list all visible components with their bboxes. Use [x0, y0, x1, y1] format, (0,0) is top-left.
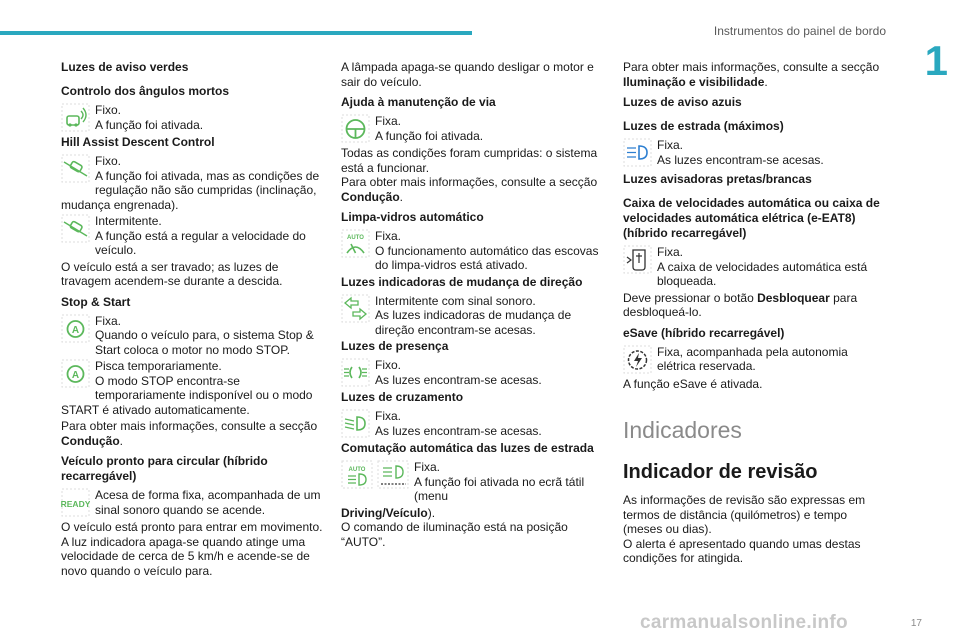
ready-icon: [61, 488, 90, 517]
watermark: carmanualsonline.info: [640, 612, 848, 633]
heading-hill-assist: Hill Assist Descent Control: [61, 135, 215, 149]
chapter-number: 1: [924, 37, 948, 84]
link-text: Condução: [341, 189, 400, 204]
column-1: [61, 60, 326, 578]
heading-lane-keeping: Ajuda à manutenção de via: [341, 95, 496, 109]
text: Todas as condições foram cumpridas: o sistema está a funcionar.: [341, 146, 598, 175]
main-beam-icon: [623, 138, 652, 167]
heading-indicators: Indicadores: [623, 417, 742, 443]
heading-auto-wipers: Limpa-vidros automático: [341, 210, 484, 224]
stop-start-icon: [61, 314, 90, 343]
text: A lâmpada apaga-se quando desligar o motor e sair do veículo.: [341, 60, 594, 89]
text: Fixa.: [657, 138, 684, 152]
auto-icon-text: AUTO: [347, 235, 364, 241]
svg-text:A: A: [71, 370, 80, 381]
text: Para obter mais informações, consulte a secção: [61, 419, 318, 433]
section-heading-black-white: Luzes avisadoras pretas/brancas: [623, 172, 812, 186]
heading-main-beam: Luzes de estrada (máximos): [623, 119, 784, 133]
heading-dipped-beam: Luzes de cruzamento: [341, 390, 464, 404]
heading-esave: eSave (híbrido recarregável): [623, 325, 785, 340]
text: ).: [427, 505, 436, 520]
text: Para obter mais informações, consulte a secção Condução.: [61, 419, 318, 448]
text: Intermitente.: [95, 214, 162, 228]
stop-start-icon: [61, 359, 90, 388]
svg-text:A: A: [71, 324, 80, 336]
text: Fixo.: [95, 103, 122, 117]
auto-high-beam-icon: [341, 460, 409, 489]
text: [341, 506, 606, 521]
header-accent-bar: [0, 31, 472, 35]
text: A função está a regular a velocidade do veículo.: [95, 228, 306, 257]
text: Intermitente com sinal sonoro.: [375, 293, 536, 308]
page-number: 17: [910, 618, 922, 629]
text: Fixa.: [375, 114, 402, 128]
ready-icon-text: READY: [61, 499, 90, 509]
text: O veículo está pronto para entrar em movimento.: [61, 520, 323, 534]
heading-service-indicator: Indicador de revisão: [623, 461, 818, 483]
text: As informações de revisão são expressas em termos de distância (quilómetros) e tempo (meses ou dias).: [623, 493, 866, 536]
esave-icon: [623, 345, 652, 374]
text: O comando de iluminação está na posição “AUTO”.: [341, 520, 568, 549]
lane-keeping-icon: [341, 114, 370, 143]
heading-gearbox: Caixa de velocidades automática ou caixa de velocidades automática elétrica (e-EAT8) (híbrido recarregável): [623, 196, 880, 240]
button-name: Desbloquear: [757, 290, 830, 305]
text: As luzes encontram-se acesas.: [375, 423, 542, 438]
link-text: Iluminação e visibilidade: [623, 74, 765, 89]
text: As luzes encontram-se acesas.: [657, 152, 824, 167]
text: Deve pressionar o botão: [623, 290, 754, 305]
text: O modo STOP encontra-se temporariamente indisponível ou o modo START é ativado automaticamente.: [61, 373, 313, 417]
blind-spot-icon: [61, 103, 90, 132]
text: O alerta é apresentado quando umas destas condições for atingida.: [623, 536, 861, 565]
heading-turn-signals: Luzes indicadoras de mudança de direção: [341, 274, 583, 289]
column-2: [341, 60, 606, 549]
text: A função foi ativada no ecrã tátil (menu: [414, 474, 585, 503]
text: Fixa.: [657, 245, 684, 259]
heading-ready: Veículo pronto para circular (híbrido recarregável): [61, 454, 268, 483]
text: As luzes indicadoras de mudança de direção encontram-se acesas.: [375, 308, 572, 337]
text: O funcionamento automático das escovas do limpa-vidros está ativado.: [375, 243, 599, 272]
text: Quando o veículo para, o sistema Stop & Start coloca o motor no modo STOP.: [95, 328, 314, 357]
text: A função foi ativada.: [95, 117, 204, 132]
section-heading-green: Luzes de aviso verdes: [61, 60, 189, 74]
text: A função foi ativada.: [375, 128, 484, 143]
turn-signal-icon: [341, 294, 370, 323]
text: As luzes encontram-se acesas.: [375, 372, 542, 387]
text: Fixa.: [375, 229, 402, 243]
page-header-title: Instrumentos do painel de bordo: [713, 24, 886, 38]
text: Para obter mais informações, consulte a secção Iluminação e visibilidade.: [623, 60, 880, 89]
text: Para obter mais informações, consulte a secção: [341, 175, 598, 189]
text: Fixa, acompanhada pela autonomia elétrica reservada.: [657, 344, 848, 373]
auto-wipers-icon: [341, 229, 370, 258]
text: Fixo.: [95, 154, 122, 168]
heading-auto-lights: Comutação automática das luzes de estrada: [341, 441, 594, 455]
text: Fixa.: [375, 409, 402, 423]
link-text: Condução: [61, 433, 120, 448]
gearbox-lock-icon: [623, 245, 652, 274]
hill-descent-icon: [61, 154, 90, 183]
text: Fixa.: [95, 313, 122, 328]
hill-descent-icon: [61, 214, 90, 243]
text: Para obter mais informações, consulte a secção: [623, 60, 880, 74]
text: [623, 291, 885, 320]
dipped-beam-icon: [341, 409, 370, 438]
text: Acesa de forma fixa, acompanhada de um sinal sonoro quando se acende.: [95, 488, 321, 517]
text: A luz indicadora apaga-se quando atinge uma velocidade de cerca de 5 km/h e acende-se de novo quando o veículo para.: [61, 534, 310, 578]
text: Para obter mais informações, consulte a secção Condução.: [341, 175, 598, 204]
column-3: [623, 60, 885, 566]
text: A função eSave é ativada.: [623, 376, 763, 391]
text: A função foi ativada, mas as condições de regulação não são cumpridas (inclinação, mudança engrenada).: [61, 168, 320, 212]
auto-icon-text: AUTO: [348, 467, 366, 473]
heading-side-lights: Luzes de presença: [341, 339, 449, 353]
text: Pisca temporariamente.: [95, 359, 222, 373]
section-heading-blue: Luzes de aviso azuis: [623, 95, 742, 109]
menu-name: Driving/Veículo: [341, 505, 428, 520]
text: Fixo.: [375, 358, 402, 372]
text: Fixa.: [414, 460, 441, 474]
text: para desbloqueá-lo.: [623, 290, 858, 319]
heading-stop-start: Stop & Start: [61, 294, 131, 309]
heading-blind-spot: Controlo dos ângulos mortos: [61, 84, 229, 98]
side-lights-icon: [341, 358, 370, 387]
text: O veículo está a ser travado; as luzes de travagem acendem-se durante a descida.: [61, 259, 283, 288]
text: A caixa de velocidades automática está bloqueada.: [657, 259, 868, 288]
